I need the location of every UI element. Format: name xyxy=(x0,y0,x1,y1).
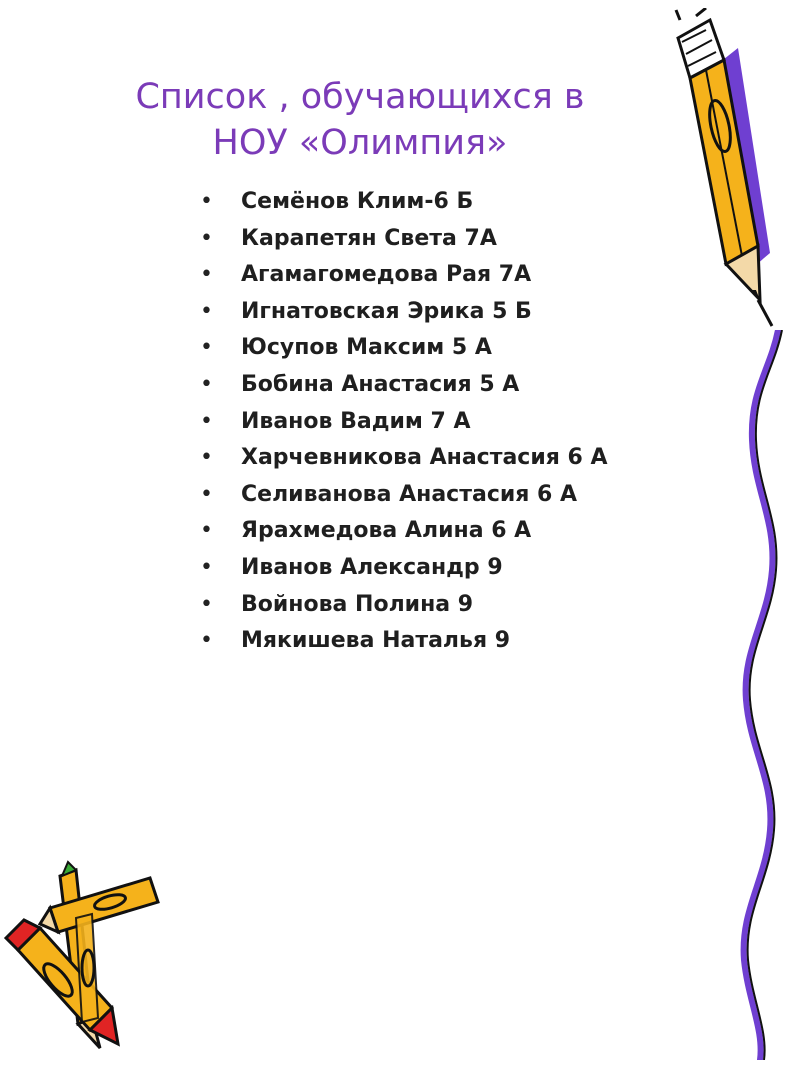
slide-title xyxy=(60,74,660,166)
list-item: • Мякишева Наталья 9 xyxy=(198,623,608,660)
list-item: • Агамагомедова Рая 7А xyxy=(198,257,608,294)
title-line-2: НОУ «Олимпия» xyxy=(212,123,508,163)
list-item: • Ярахмедова Алина 6 А xyxy=(198,513,608,550)
student-list xyxy=(198,184,608,660)
pencil-icon xyxy=(640,8,790,338)
list-item: • Иванов Александр 9 xyxy=(198,550,608,587)
list-item: • Селиванова Анастасия 6 А xyxy=(198,477,608,514)
list-item: • Войнова Полина 9 xyxy=(198,587,608,624)
list-item: • Иванов Вадим 7 А xyxy=(198,404,608,441)
list-item: • Бобина Анастасия 5 А xyxy=(198,367,608,404)
list-item: • Харчевникова Анастасия 6 А xyxy=(198,440,608,477)
list-item: • Юсупов Максим 5 А xyxy=(198,330,608,367)
title-line-1: Список , обучающихся в xyxy=(135,77,585,117)
list-item: • Семёнов Клим-6 Б xyxy=(198,184,608,221)
pencil-crayon-cluster-icon xyxy=(0,858,180,1058)
squiggle-line xyxy=(730,330,800,1060)
list-item: • Игнатовская Эрика 5 Б xyxy=(198,294,608,331)
list-item: • Карапетян Света 7А xyxy=(198,221,608,258)
